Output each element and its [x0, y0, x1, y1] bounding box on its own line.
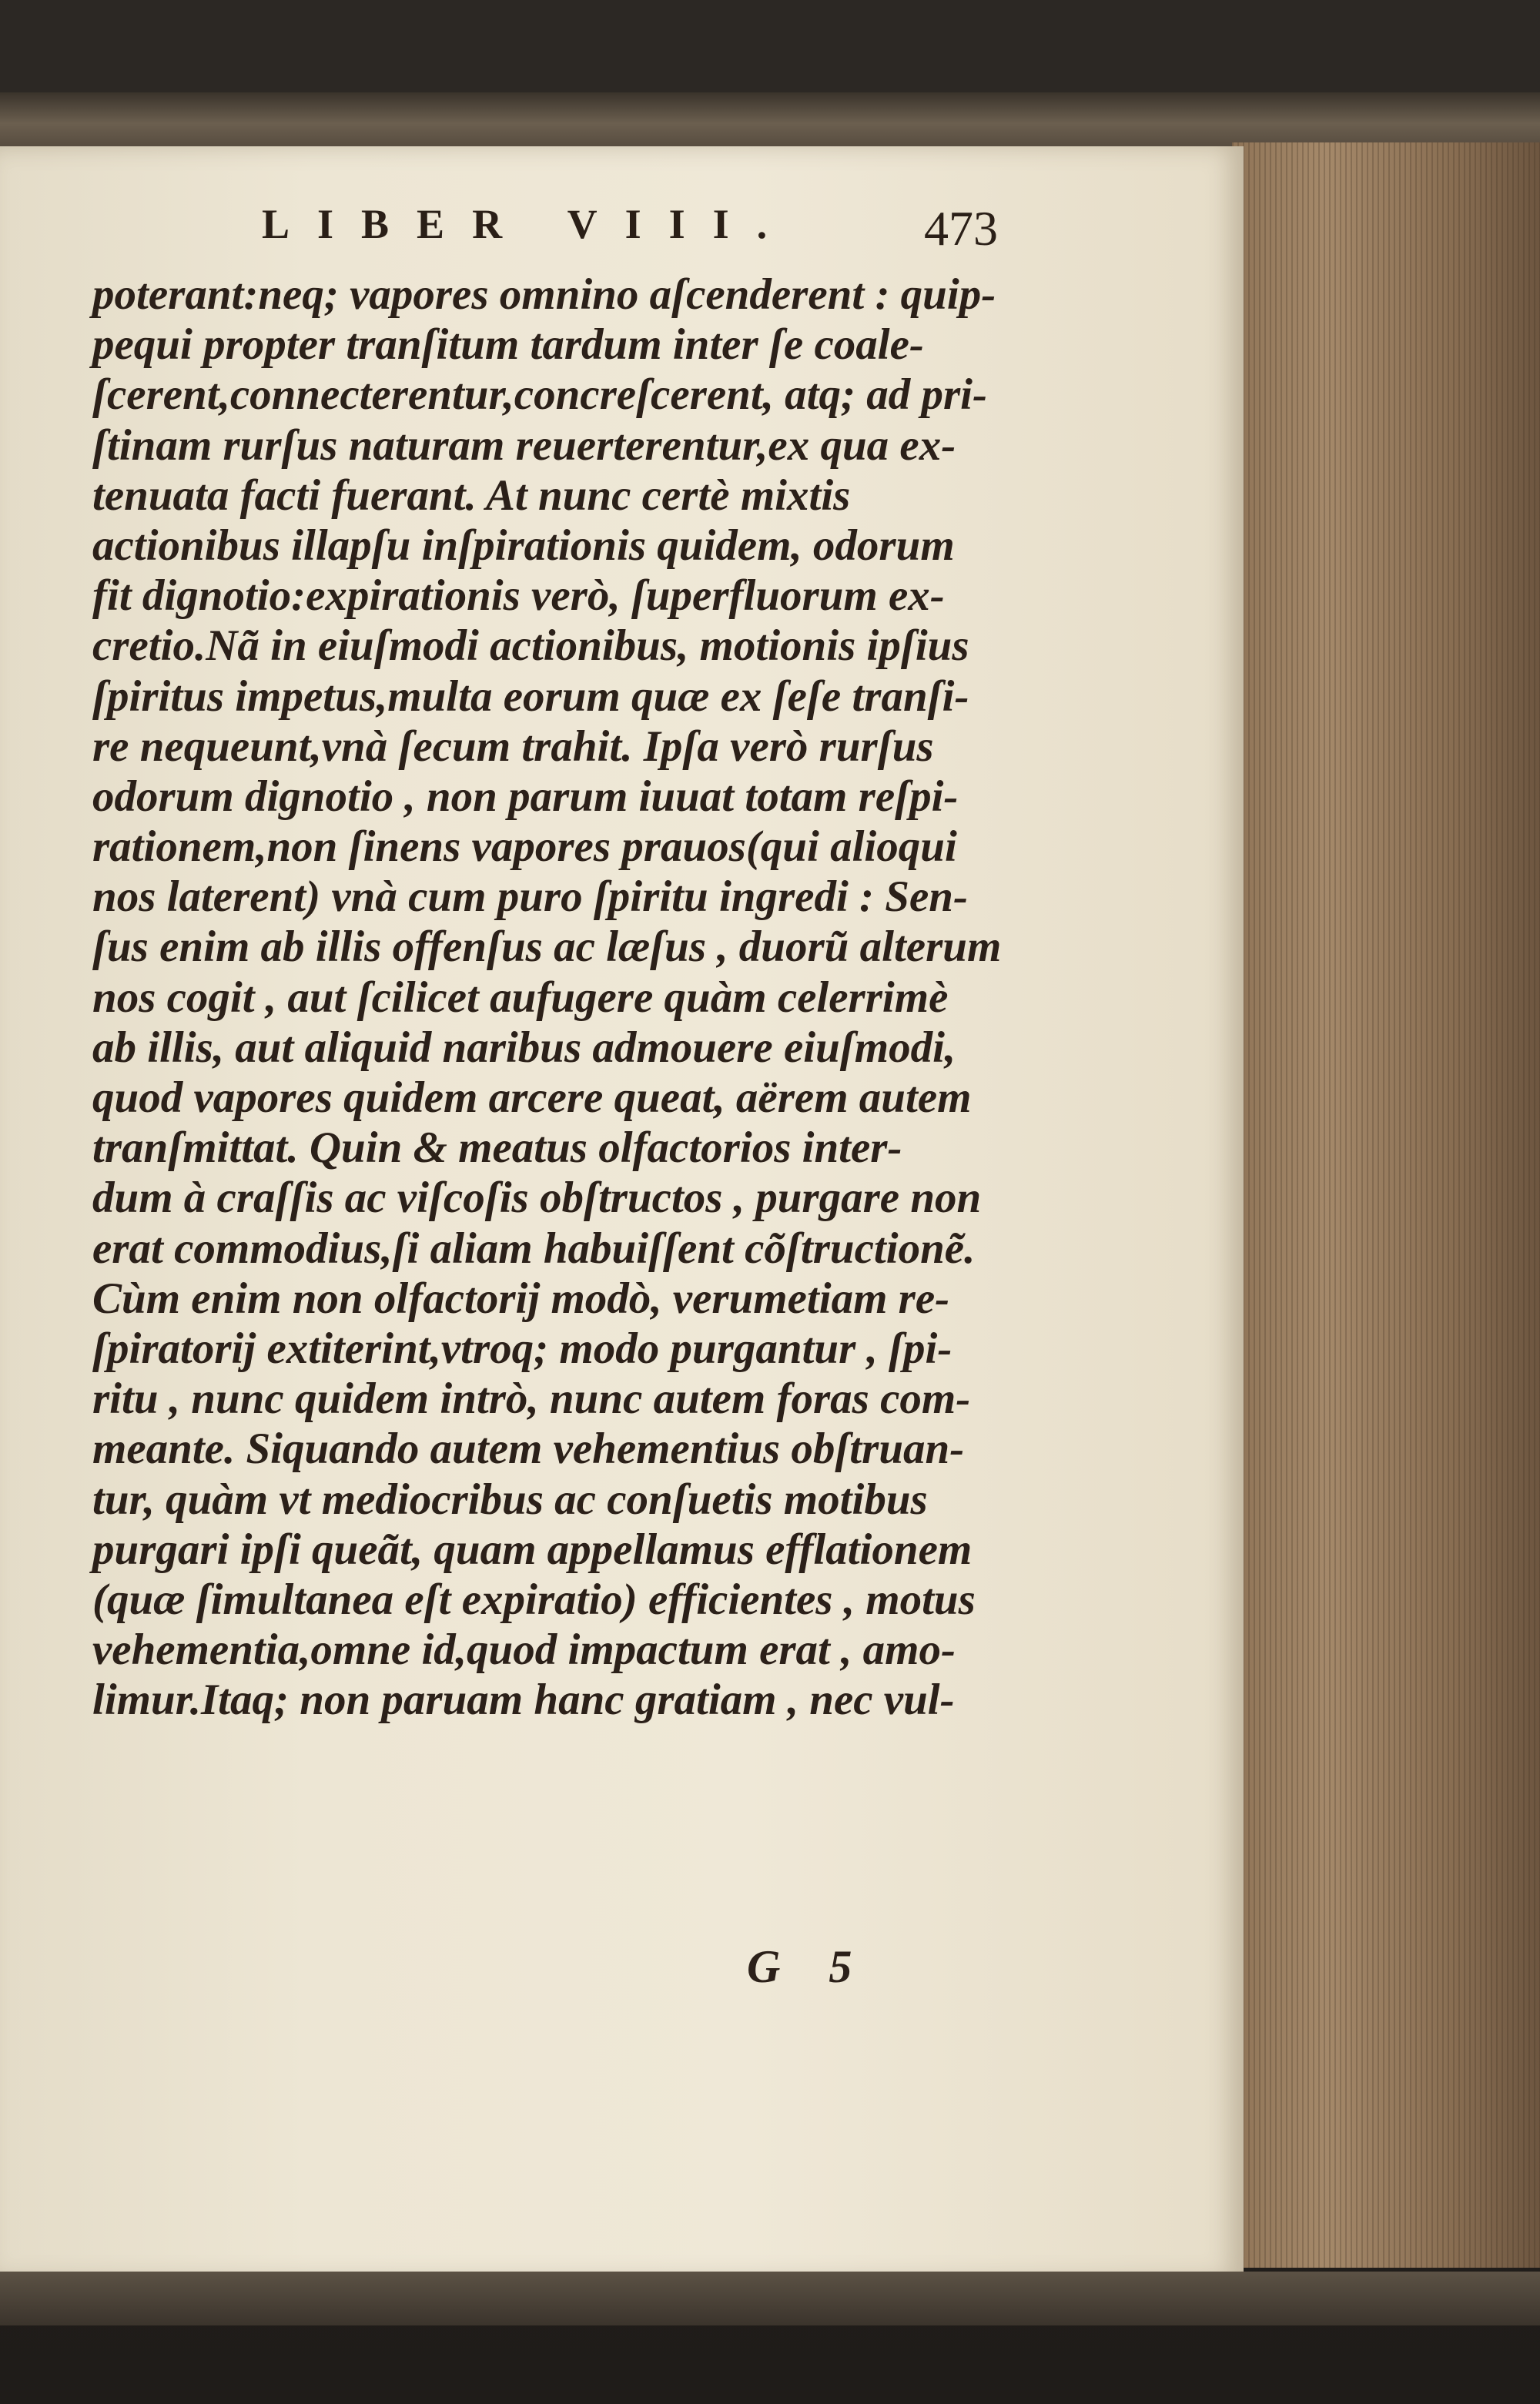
text-line: tenuata facti fuerant. At nunc certè mixtis: [92, 470, 851, 520]
text-line: pequi propter tranſitum tardum inter ſe coale-: [92, 320, 924, 370]
running-head: LIBER VIII.: [262, 201, 795, 247]
text-line: odorum dignotio , non parum iuuat totam reſpi-: [92, 772, 959, 821]
text-line: quod vapores quidem arcere queat, aërem autem: [92, 1073, 972, 1122]
text-line: meante. Siquando autem vehementius obſtruan-: [92, 1425, 965, 1474]
text-line: tranſmittat. Quin & meatus olfactorios inter-: [92, 1123, 902, 1173]
text-line: dum à craſſis ac viſcoſis obſtructos , purgare non: [92, 1174, 982, 1223]
text-line: nos laterent) vnà cum puro ſpiritu ingredi : Sen-: [92, 872, 968, 922]
text-line: ſcerent,connecterentur,concreſcerent, atq; ad pri-: [92, 370, 987, 420]
text-line: ſpiratorij extiterint,vtroq; modo purgantur , ſpi-: [92, 1324, 952, 1373]
text-line: erat commodius,ſi aliam habuiſſent cõſtructionẽ.: [92, 1224, 976, 1273]
text-line: poterant:neq; vapores omnino aſcenderent : quip-: [92, 270, 996, 319]
signature-mark: G 5: [747, 1941, 871, 1992]
page-header: [246, 200, 1016, 262]
text-line: (quæ ſimultanea eſt expiratio) efficientes , motus: [92, 1575, 976, 1624]
text-line: ſus enim ab illis offenſus ac læſus , duorũ alterum: [92, 922, 1002, 972]
page-block-edges: [1232, 142, 1540, 2268]
text-line: rationem,non ſinens vapores prauos(qui alioqui: [92, 822, 957, 872]
text-line: fit dignotio:expirationis verò, ſuperfluorum ex-: [92, 571, 945, 621]
text-line: Cùm enim non olfactorij modò, verumetiam re-: [92, 1274, 950, 1323]
text-line: ritu , nunc quidem intrò, nunc autem foras com-: [92, 1374, 971, 1424]
body-text: [92, 270, 1002, 1725]
text-line: ab illis, aut aliquid naribus admouere eiuſmodi,: [92, 1023, 956, 1072]
text-line: ſtinam rurſus naturam reuerterentur,ex qua ex-: [92, 420, 956, 470]
text-line: tur, quàm vt mediocribus ac conſuetis motibus: [92, 1475, 928, 1524]
text-line: limur.Itaq; non paruam hanc gratiam , nec vul-: [92, 1676, 955, 1725]
bottom-board-edge: [0, 2272, 1540, 2325]
book-page: [0, 146, 1244, 2279]
text-line: re nequeunt,vnà ſecum trahit. Ipſa verò rurſus: [92, 722, 934, 771]
text-line: cretio.Nã in eiuſmodi actionibus, motionis ipſius: [92, 621, 969, 671]
text-line: nos cogit , aut ſcilicet aufugere quàm celerrimè: [92, 973, 949, 1022]
text-line: vehementia,omne id,quod impactum erat , amo-: [92, 1626, 956, 1675]
text-line: actionibus illapſu inſpirationis quidem, odorum: [92, 521, 955, 570]
text-line: purgari ipſi queãt, quam appellamus efflationem: [92, 1525, 973, 1574]
text-line: ſpiritus impetus,multa eorum quæ ex ſeſe tranſi-: [92, 671, 969, 721]
page-number: 473: [924, 201, 998, 256]
